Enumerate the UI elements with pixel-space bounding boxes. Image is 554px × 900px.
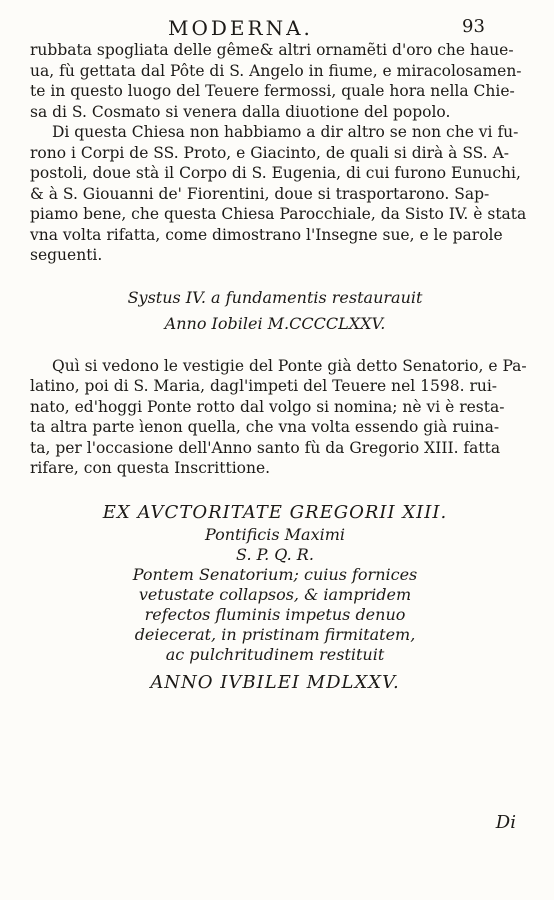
inscription-gregory (30, 501, 520, 695)
paragraph-2 (30, 122, 527, 266)
text-line: seguenti. (30, 246, 103, 264)
text-line: & à S. Giouanni de' Fiorentini, doue si trasportarono. Sap- (30, 184, 490, 203)
inscription-line: EX AVCTORITATE GREGORII XIII. (102, 501, 448, 523)
spacer (30, 266, 520, 288)
text-line: rono i Corpi de SS. Proto, e Giacinto, de quali si dirà à SS. A- (30, 143, 510, 162)
inscription-line: Anno Iobilei M.CCCCLXXV. (164, 313, 386, 333)
running-head (0, 16, 554, 42)
inscription-line: Systus IV. a fundamentis restaurauit (127, 287, 423, 307)
text-line: Quì si vedono le vestigie del Ponte già detto Senatorio, e Pa- (52, 356, 527, 375)
text-line: te in questo luogo del Teuere fermossi, quale hora nella Chie- (30, 82, 515, 100)
spacer (30, 479, 520, 501)
catchword: Di (495, 812, 516, 833)
text-line: ta, per l'occasione dell'Anno santo fù da Gregorio XIII. fatta (30, 438, 501, 457)
text-line: ua, fù gettata dal Pôte di S. Angelo in fiume, e miracolosamen- (30, 61, 522, 80)
inscription-line: ANNO IVBILEI MDLXXV. (150, 671, 400, 693)
text-line: nato, ed'hoggi Ponte rotto dal volgo si nomina; nè vi è resta- (30, 397, 505, 416)
inscription-line: Pontificis Maximi (205, 524, 345, 544)
text-line: rifare, con questa Inscrittione. (30, 459, 271, 477)
inscription-line: Pontem Senatorium; cuius fornices (132, 564, 418, 584)
paragraph-3 (30, 356, 527, 479)
paragraph-1 (30, 40, 520, 122)
text-line: latino, poi di S. Maria, dagl'impeti del Teuere nel 1598. rui- (30, 377, 498, 395)
inscription-line: ac pulchritudinem restituit (165, 644, 385, 664)
inscription-line: refectos fluminis impetus denuo (144, 604, 406, 624)
inscription-line: deiecerat, in pristinam firmitatem, (134, 624, 416, 644)
inscription-sixtus (30, 288, 520, 334)
running-head-title: MODERNA. (168, 16, 313, 40)
body-text (30, 40, 527, 695)
page-number: 93 (462, 16, 485, 37)
inscription-line: vetustate collapsos, & iampridem (138, 584, 412, 604)
spacer (30, 334, 520, 356)
text-line: Di questa Chiesa non habbiamo a dir altro se non che vi fu- (52, 123, 519, 141)
text-line: vna volta rifatta, come dimostrano l'Insegne sue, e le parole (30, 225, 503, 244)
inscription-line: S. P. Q. R. (236, 544, 314, 564)
text-line: ta altra parte ìenon quella, che vna volta essendo già ruina- (30, 418, 500, 436)
text-line: sa di S. Cosmato si venera dalla diuotione del popolo. (30, 102, 451, 121)
text-line: piamo bene, che questa Chiesa Parocchiale, da Sisto IV. è stata (30, 205, 527, 223)
text-line: rubbata spogliata delle gême& altri ornamẽti d'oro che haue- (30, 41, 514, 59)
text-line: postoli, doue stà il Corpo di S. Eugenia, di cui furono Eunuchi, (30, 164, 521, 182)
